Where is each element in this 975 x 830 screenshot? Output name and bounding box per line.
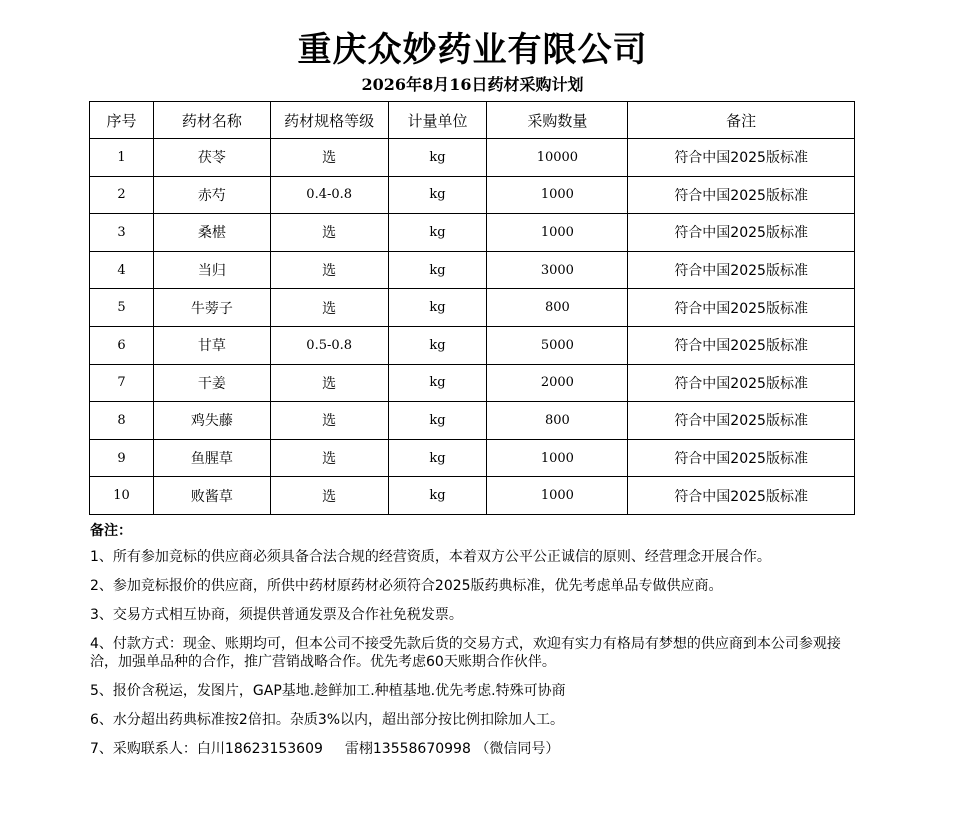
cell-no: 1 <box>90 139 154 177</box>
cell-unit: kg <box>388 139 487 177</box>
note-item: 4、付款方式：现金、账期均可，但本公司不接受先款后货的交易方式，欢迎有实力有格局有梦想的供应商到本公司参观接洽，加强单品种的合作，推广营销战略合作。优先考虑60天账期合作伙伴。 <box>90 636 841 670</box>
table-row <box>90 289 855 327</box>
contact-line <box>90 740 860 758</box>
cell-qty: 5000 <box>487 326 628 364</box>
cell-qty: 800 <box>487 402 628 440</box>
procurement-table <box>89 101 855 515</box>
note-item: 5、报价含税运，发图片，GAP基地.趁鲜加工.种植基地.优先考虑.特殊可协商 <box>90 683 566 699</box>
cell-name: 鱼腥草 <box>153 439 270 477</box>
cell-unit: kg <box>388 402 487 440</box>
cell-spec: 0.4-0.8 <box>270 176 388 214</box>
col-header-no: 序号 <box>90 102 154 139</box>
table-row <box>90 364 855 402</box>
note-item: 3、交易方式相互协商，须提供普通发票及合作社免税发票。 <box>90 607 463 623</box>
col-header-unit: 计量单位 <box>388 102 487 139</box>
notes-section <box>90 522 860 769</box>
table-row <box>90 251 855 289</box>
cell-unit: kg <box>388 439 487 477</box>
col-header-spec: 药材规格等级 <box>270 102 388 139</box>
cell-name: 鸡失藤 <box>153 402 270 440</box>
cell-no: 10 <box>90 477 154 515</box>
cell-no: 8 <box>90 402 154 440</box>
cell-unit: kg <box>388 364 487 402</box>
cell-unit: kg <box>388 326 487 364</box>
cell-unit: kg <box>388 477 487 515</box>
cell-name: 茯苓 <box>153 139 270 177</box>
cell-name: 桑椹 <box>153 214 270 252</box>
cell-remark: 符合中国2025版标准 <box>628 176 855 214</box>
col-header-name: 药材名称 <box>153 102 270 139</box>
note-item: 2、参加竞标报价的供应商，所供中药材原药材必须符合2025版药典标准，优先考虑单品专做供应商。 <box>90 578 723 594</box>
cell-unit: kg <box>388 176 487 214</box>
cell-remark: 符合中国2025版标准 <box>628 251 855 289</box>
note-item: 6、水分超出药典标准按2倍扣。杂质3%以内，超出部分按比例扣除加人工。 <box>90 712 565 728</box>
company-title: 重庆众妙药业有限公司 <box>297 30 648 70</box>
table-row <box>90 139 855 177</box>
cell-spec: 选 <box>270 214 388 252</box>
notes-heading: 备注： <box>90 523 132 539</box>
cell-qty: 800 <box>487 289 628 327</box>
table-row <box>90 176 855 214</box>
cell-qty: 1000 <box>487 214 628 252</box>
cell-remark: 符合中国2025版标准 <box>628 139 855 177</box>
cell-name: 干姜 <box>153 364 270 402</box>
cell-spec: 选 <box>270 402 388 440</box>
table-row <box>90 402 855 440</box>
cell-remark: 符合中国2025版标准 <box>628 326 855 364</box>
cell-qty: 10000 <box>487 139 628 177</box>
plan-subtitle: 2026年8月16日药材采购计划 <box>361 75 584 94</box>
cell-no: 5 <box>90 289 154 327</box>
cell-no: 2 <box>90 176 154 214</box>
cell-no: 9 <box>90 439 154 477</box>
cell-remark: 符合中国2025版标准 <box>628 289 855 327</box>
cell-remark: 符合中国2025版标准 <box>628 214 855 252</box>
cell-no: 4 <box>90 251 154 289</box>
cell-name: 败酱草 <box>153 477 270 515</box>
cell-name: 赤芍 <box>153 176 270 214</box>
table-row <box>90 326 855 364</box>
cell-qty: 2000 <box>487 364 628 402</box>
cell-spec: 选 <box>270 439 388 477</box>
cell-spec: 选 <box>270 477 388 515</box>
cell-spec: 0.5-0.8 <box>270 326 388 364</box>
cell-no: 6 <box>90 326 154 364</box>
table-row <box>90 477 855 515</box>
cell-unit: kg <box>388 214 487 252</box>
col-header-remark: 备注 <box>628 102 855 139</box>
cell-spec: 选 <box>270 139 388 177</box>
cell-remark: 符合中国2025版标准 <box>628 439 855 477</box>
table-header-row <box>90 102 855 139</box>
cell-qty: 3000 <box>487 251 628 289</box>
col-header-qty: 采购数量 <box>487 102 628 139</box>
cell-unit: kg <box>388 289 487 327</box>
cell-qty: 1000 <box>487 176 628 214</box>
cell-remark: 符合中国2025版标准 <box>628 364 855 402</box>
table-row <box>90 439 855 477</box>
cell-spec: 选 <box>270 251 388 289</box>
cell-no: 3 <box>90 214 154 252</box>
table-row <box>90 214 855 252</box>
cell-name: 甘草 <box>153 326 270 364</box>
cell-unit: kg <box>388 251 487 289</box>
contact-primary: 7、采购联系人：白川18623153609 <box>90 741 323 757</box>
note-item: 1、所有参加竞标的供应商必须具备合法合规的经营资质，本着双方公平公正诚信的原则、经营理念开展合作。 <box>90 549 771 565</box>
cell-spec: 选 <box>270 364 388 402</box>
cell-name: 牛蒡子 <box>153 289 270 327</box>
cell-qty: 1000 <box>487 439 628 477</box>
cell-name: 当归 <box>153 251 270 289</box>
cell-remark: 符合中国2025版标准 <box>628 477 855 515</box>
cell-no: 7 <box>90 364 154 402</box>
contact-secondary: 雷栩13558670998 （微信同号） <box>344 741 560 757</box>
cell-qty: 1000 <box>487 477 628 515</box>
cell-spec: 选 <box>270 289 388 327</box>
cell-remark: 符合中国2025版标准 <box>628 402 855 440</box>
